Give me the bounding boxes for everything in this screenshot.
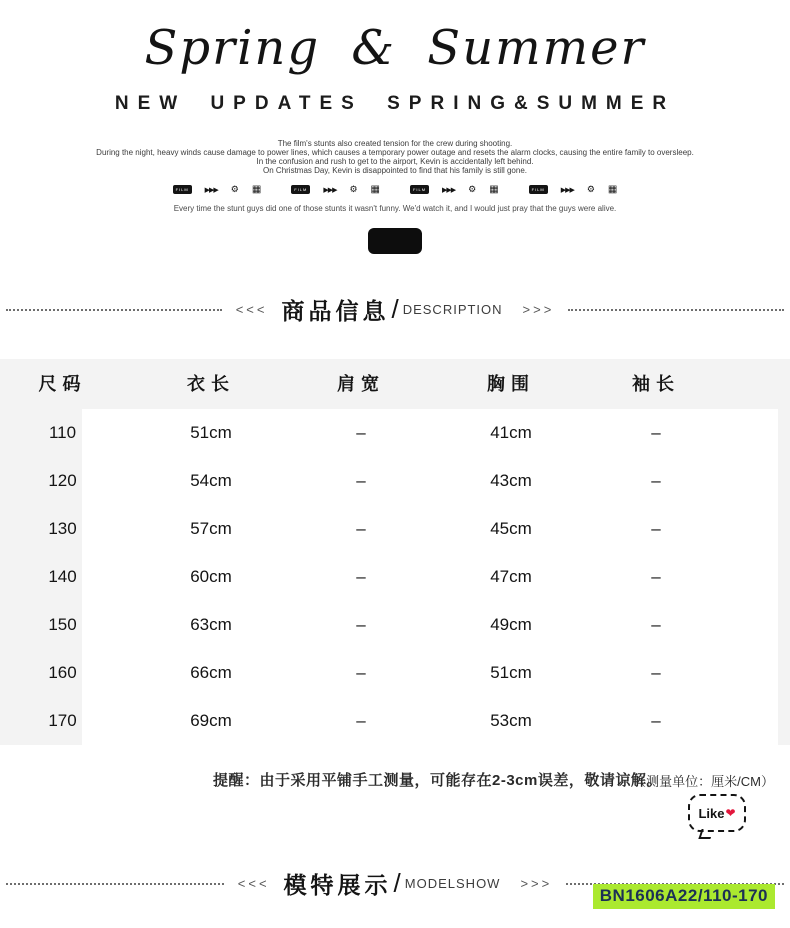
grid-icon: ▦ — [607, 184, 618, 195]
dotted-line — [6, 309, 222, 311]
sleeve-value: – — [651, 663, 661, 682]
col-header-chest: 胸围 — [487, 374, 535, 394]
shoulder-value: – — [356, 711, 366, 730]
section-title-cn: 模特展示 — [283, 872, 392, 898]
size-table-header — [0, 359, 790, 409]
page-title: Spring & Summer — [144, 20, 646, 76]
table-row — [0, 649, 790, 697]
size-table — [0, 359, 790, 745]
col-header-sleeve: 袖长 — [632, 374, 680, 394]
table-row — [0, 457, 790, 505]
shoulder-value: – — [356, 471, 366, 490]
dotted-line — [6, 883, 224, 885]
intro-line: In the confusion and rush to get to the airport, Kevin is accidentally left behind. — [256, 157, 534, 166]
section-divider-description — [0, 293, 790, 326]
fast-forward-icon: ▶▶▶ — [442, 186, 456, 194]
slash-divider: / — [393, 868, 401, 898]
gear-icon: ⚙ — [468, 184, 477, 194]
fast-forward-icon: ▶▶▶ — [204, 186, 218, 194]
table-row — [0, 553, 790, 601]
heart-icon: ❤ — [725, 806, 736, 820]
fast-forward-icon: ▶▶▶ — [560, 186, 574, 194]
dark-stamp-box — [368, 228, 422, 254]
icon-group — [173, 184, 262, 195]
chest-value: 45cm — [490, 519, 532, 538]
size-value: 150 — [48, 615, 77, 634]
chest-value: 53cm — [490, 711, 532, 730]
size-value: 110 — [48, 423, 77, 442]
right-chevrons: >>> — [520, 876, 553, 891]
product-code-badge: BN1606A22/110-170 — [593, 884, 775, 909]
right-chevrons: >>> — [522, 302, 555, 317]
size-value: 160 — [48, 663, 77, 682]
length-value: 54cm — [190, 471, 232, 490]
sleeve-value: – — [651, 615, 661, 634]
shoulder-value: – — [356, 615, 366, 634]
grid-icon: ▦ — [489, 184, 499, 195]
grid-icon: ▦ — [251, 184, 262, 195]
film-tape-icon: FILM — [173, 185, 192, 194]
chest-value: 43cm — [490, 471, 532, 490]
section-title-cn: 商品信息 — [281, 298, 390, 324]
size-value: 140 — [48, 567, 77, 586]
shoulder-value: – — [356, 567, 366, 586]
measurement-reminder: 提醒：由于采用平铺手工测量，可能存在2-3cm误差，敬请谅解。 — [213, 772, 662, 789]
table-row — [0, 601, 790, 649]
intro-line: On Christmas Day, Kevin is disappointed to find that his family is still gone. — [263, 166, 527, 175]
icon-strip — [0, 184, 790, 195]
icon-group — [529, 184, 618, 195]
length-value: 69cm — [190, 711, 232, 730]
left-chevrons: <<< — [235, 302, 268, 317]
sleeve-value: – — [651, 711, 661, 730]
shoulder-value: – — [356, 519, 366, 538]
gear-icon: ⚙ — [586, 184, 595, 194]
icon-group — [410, 184, 499, 195]
length-value: 51cm — [190, 423, 232, 442]
quote-line: Every time the stunt guys did one of those stunts it wasn't funny. We'd watch it, and I would just pray that the guys were alive. — [173, 204, 617, 213]
film-tape-icon: FILM — [291, 185, 310, 194]
length-value: 63cm — [190, 615, 232, 634]
measurement-note-row — [0, 769, 790, 789]
sleeve-value: – — [651, 519, 661, 538]
dotted-line — [568, 309, 784, 311]
chest-value: 41cm — [490, 423, 532, 442]
icon-group — [291, 184, 380, 195]
table-row — [0, 505, 790, 553]
size-value: 170 — [48, 711, 77, 730]
intro-paragraph — [0, 139, 790, 175]
size-value: 120 — [48, 471, 77, 490]
length-value: 66cm — [190, 663, 232, 682]
measurement-unit: （测量单位：厘米/CM） — [633, 774, 774, 789]
chest-value: 49cm — [490, 615, 532, 634]
size-value: 130 — [48, 519, 77, 538]
shoulder-value: – — [356, 663, 366, 682]
section-title-en: DESCRIPTION — [402, 302, 503, 317]
intro-line: During the night, heavy winds cause damage to power lines, which causes a temporary power outage and resets the alarm clocks, causing the entire family to oversleep. — [96, 148, 694, 157]
size-table-body — [0, 409, 790, 745]
grid-icon: ▦ — [370, 184, 380, 195]
like-stamp — [688, 794, 746, 832]
col-header-length: 衣长 — [187, 374, 235, 394]
sleeve-value: – — [651, 423, 661, 442]
chest-value: 51cm — [490, 663, 532, 682]
col-header-shoulder: 肩宽 — [337, 374, 385, 394]
gear-icon: ⚙ — [349, 184, 358, 194]
film-tape-icon: FILM — [529, 185, 548, 194]
table-row — [0, 697, 790, 745]
fast-forward-icon: ▶▶▶ — [323, 186, 337, 194]
page-subtitle: NEW UPDATES SPRING&SUMMER — [114, 93, 676, 114]
shoulder-value: – — [356, 423, 366, 442]
intro-line: The film's stunts also created tension for the crew during shooting. — [277, 139, 513, 148]
length-value: 60cm — [190, 567, 232, 586]
slash-divider: / — [391, 294, 399, 324]
sleeve-value: – — [651, 471, 661, 490]
section-title-en: MODELSHOW — [404, 876, 501, 891]
chest-value: 47cm — [490, 567, 532, 586]
col-header-size: 尺码 — [38, 374, 87, 394]
table-row — [0, 409, 790, 457]
length-value: 57cm — [190, 519, 232, 538]
left-chevrons: <<< — [237, 876, 270, 891]
sleeve-value: – — [651, 567, 661, 586]
gear-icon: ⚙ — [230, 184, 239, 194]
film-tape-icon: FILM — [410, 185, 429, 194]
like-label: Like — [698, 805, 725, 821]
